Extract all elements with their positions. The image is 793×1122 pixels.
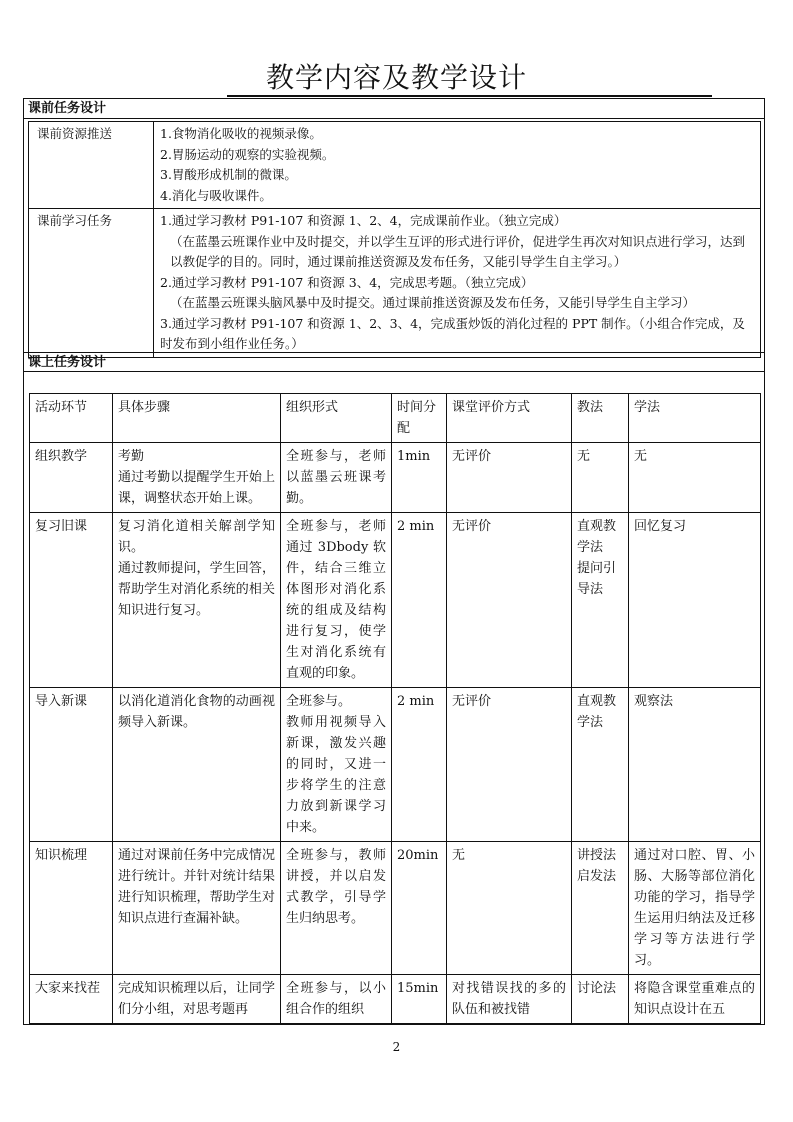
pre-class-table	[28, 121, 761, 358]
list-item: 2.胃肠运动的观察的实验视频。	[160, 146, 335, 162]
table-cell	[447, 513, 572, 688]
table-cell	[113, 842, 281, 975]
table-cell	[629, 688, 761, 842]
cell-line: 无评价	[452, 694, 492, 709]
cell-line: 无	[634, 449, 648, 464]
page-title: 教学内容及教学设计	[265, 61, 527, 94]
cell-line: 2 min	[397, 519, 435, 534]
table-row-introduce	[30, 688, 761, 842]
cell-line: 全班参与，以小组合作的组织	[286, 981, 386, 1017]
table-cell	[30, 975, 113, 1024]
table-row-review	[30, 513, 761, 688]
table-cell	[30, 688, 113, 842]
pre-class-heading: 课前任务设计	[24, 99, 764, 119]
cell-line: 将隐含课堂重难点的知识点设计在五	[634, 981, 755, 1017]
table-cell	[30, 842, 113, 975]
table-cell	[572, 443, 629, 513]
column-header: 活动环节	[30, 394, 113, 443]
list-item: 4.消化与吸收课件。	[160, 187, 272, 203]
table-cell	[113, 688, 281, 842]
cell-line: 导入新课	[35, 694, 88, 709]
cell-line: 通过对口腔、胃、小肠、大肠等部位消化功能的学习，指导学生运用归纳法及迁移学习等方法进行学习。	[634, 848, 755, 968]
cell-line: 全班参与，教师讲授，并以启发式教学，引导学生归纳思考。	[286, 848, 386, 926]
design-frame	[23, 98, 765, 1025]
table-cell	[447, 842, 572, 975]
list-item: 2.通过学习教材 P91-107 和资源 3、4，完成思考题。（独立完成）	[160, 274, 534, 290]
table-row-knowledge	[30, 842, 761, 975]
cell-line: 15min	[397, 981, 439, 996]
table-cell	[629, 513, 761, 688]
table-cell	[629, 975, 761, 1024]
table-cell	[392, 842, 447, 975]
table-cell	[281, 975, 392, 1024]
table-cell	[392, 513, 447, 688]
table-cell	[572, 513, 629, 688]
in-class-heading: 课上任务设计	[24, 352, 764, 372]
cell-line: 2 min	[397, 694, 435, 709]
cell-line: 复习消化道相关解剖学知识。	[118, 519, 275, 555]
cell-line: 全班参与，老师通过 3Dbody 软件，结合三维立体图形对消化系统的组成及结构进行复习，使学生对消化系统有直观的印象。	[286, 519, 386, 681]
cell-line: 通过教师提问，学生回答，帮助学生对消化系统的相关知识进行复习。	[118, 561, 275, 618]
cell-line: 全班参与，老师以蓝墨云班课考勤。	[286, 449, 386, 506]
table-cell	[392, 975, 447, 1024]
table-cell	[281, 688, 392, 842]
cell-line: 无评价	[452, 519, 492, 534]
cell-line: 无评价	[452, 449, 492, 464]
cell-line: 无	[577, 449, 591, 464]
cell-line: 通过对课前任务中完成情况进行统计。并针对统计结果进行知识梳理，帮助学生对知识点进行查漏补缺。	[118, 848, 275, 926]
table-cell	[447, 443, 572, 513]
title-underline	[227, 95, 712, 97]
cell-line: 复习旧课	[35, 519, 88, 534]
cell-line: 考勤	[118, 449, 145, 464]
table-cell	[30, 513, 113, 688]
table-cell	[113, 513, 281, 688]
task-list	[154, 209, 761, 358]
cell-line: 教师用视频导入新课，激发兴趣的同时，又进一步将学生的注意力放到新课学习中来。	[286, 715, 386, 835]
resource-list	[154, 122, 761, 209]
cell-line: 直观教学法	[577, 519, 617, 555]
cell-line: 直观教学法	[577, 694, 617, 730]
table-cell	[113, 443, 281, 513]
table-cell	[572, 688, 629, 842]
table-cell	[281, 842, 392, 975]
row-label: 课前学习任务	[29, 209, 154, 358]
column-header: 时间分配	[392, 394, 447, 443]
table-cell	[281, 513, 392, 688]
list-item: 1.通过学习教材 P91-107 和资源 1、2、4，完成课前作业。（独立完成）	[160, 213, 567, 228]
table-row-find-errors	[30, 975, 761, 1024]
column-header: 教法	[572, 394, 629, 443]
column-header: 学法	[629, 394, 761, 443]
list-item: 1.食物消化吸收的视频录像。	[160, 126, 322, 141]
row-label: 课前资源推送	[29, 122, 154, 209]
cell-line: 全班参与。	[286, 694, 352, 709]
pre-class-row-resources	[29, 122, 761, 209]
list-item-note: （在蓝墨云班课头脑风暴中及时提交。通过课前推送资源及发布任务，又能引导学生自主学习）	[170, 295, 696, 310]
table-cell	[629, 842, 761, 975]
table-cell	[447, 975, 572, 1024]
table-cell	[392, 443, 447, 513]
table-cell	[281, 443, 392, 513]
cell-line: 大家来找茬	[35, 981, 101, 996]
in-class-table	[29, 393, 761, 1024]
page-number: 2	[392, 1040, 401, 1054]
cell-line: 讲授法	[577, 848, 617, 863]
cell-line: 观察法	[634, 694, 674, 709]
table-row-organize	[30, 443, 761, 513]
cell-line: 讨论法	[577, 981, 617, 996]
column-header: 组织形式	[281, 394, 392, 443]
cell-line: 以消化道消化食物的动画视频导入新课。	[118, 694, 275, 730]
cell-line: 对找错误找的多的队伍和被找错	[452, 981, 566, 1017]
cell-line: 1min	[397, 449, 431, 464]
cell-line: 20min	[397, 848, 439, 863]
cell-line: 启发法	[577, 869, 617, 884]
pre-class-row-tasks	[29, 209, 761, 358]
list-item-note: （在蓝墨云班课作业中及时提交，并以学生互评的形式进行评价，促进学生再次对知识点进行学习，达到以教促学的目的。同时，通过课前推送资源及发布任务，又能引导学生自主学习。）	[170, 233, 746, 269]
cell-line: 回忆复习	[634, 519, 687, 534]
cell-line: 提问引导法	[577, 561, 617, 597]
table-cell	[572, 975, 629, 1024]
table-cell	[30, 443, 113, 513]
cell-line: 知识梳理	[35, 848, 88, 863]
table-cell	[572, 842, 629, 975]
column-header: 课堂评价方式	[447, 394, 572, 443]
cell-line: 通过考勤以提醒学生开始上课，调整状态开始上课。	[118, 470, 275, 506]
table-cell	[447, 688, 572, 842]
table-cell	[629, 443, 761, 513]
cell-line: 无	[452, 848, 466, 863]
table-header-row	[30, 394, 761, 443]
table-cell	[113, 975, 281, 1024]
column-header: 具体步骤	[113, 394, 281, 443]
cell-line: 完成知识梳理以后，让同学们分小组，对思考题再	[118, 981, 275, 1017]
cell-line: 组织教学	[35, 449, 88, 464]
list-item: 3.通过学习教材 P91-107 和资源 1、2、3、4，完成蛋炒饭的消化过程的 PPT 制作。（小组合作完成，及时发布到小组作业任务。）	[160, 315, 745, 351]
table-cell	[392, 688, 447, 842]
list-item: 3.胃酸形成机制的微课。	[160, 167, 297, 182]
